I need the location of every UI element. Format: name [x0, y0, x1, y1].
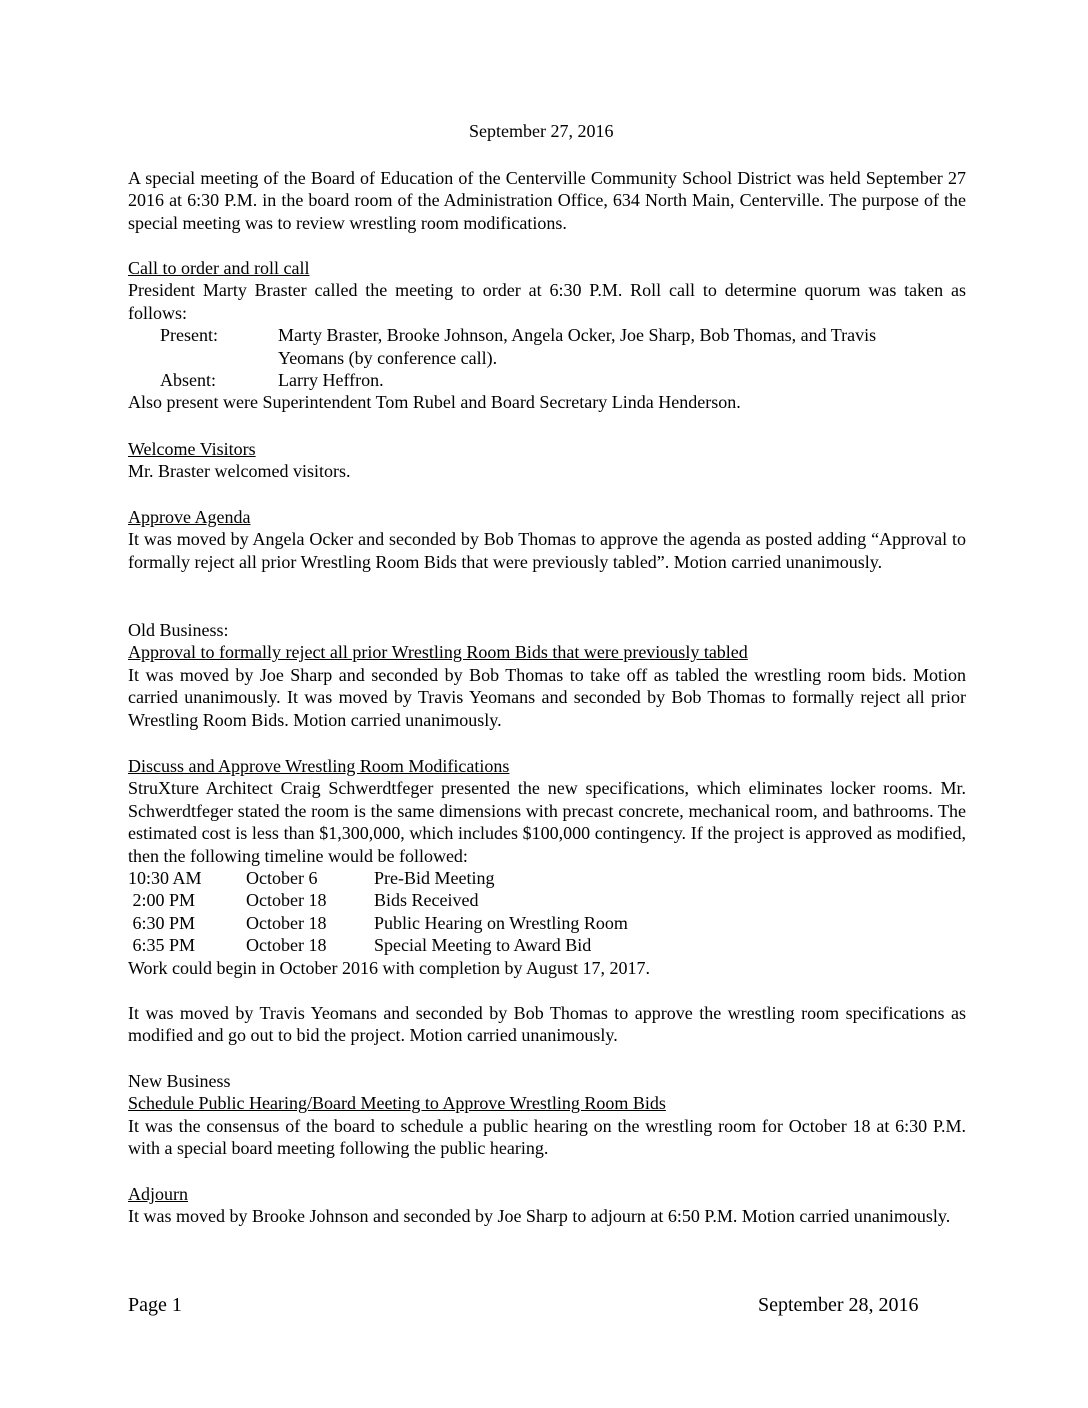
roll-call	[128, 324, 966, 391]
timeline-event: Pre-Bid Meeting	[374, 868, 495, 889]
old-business-section	[128, 619, 966, 731]
page-number: Page 1	[128, 1294, 182, 1316]
old-business-text: It was moved by Joe Sharp and seconded by Bob Thomas to take off as tabled the wrestling room bids. Motion carried unanimously. It was moved by Travis Yeomans and seconded by Bob Thomas to formally reject all prior Wrestling Room Bids. Motion carried unanimously.	[128, 664, 966, 730]
adjourn-section	[128, 1183, 966, 1228]
agenda-text: It was moved by Angela Ocker and seconded by Bob Thomas to approve the agenda as posted adding “Approval to formally reject all prior Wrestling Room Bids that were previously tabled”. Motion carried unanimously.	[128, 529, 966, 572]
timeline-time: 10:30 AM	[128, 868, 202, 889]
timeline-event: Bids Received	[374, 890, 479, 911]
modifications-motion-text: It was moved by Travis Yeomans and seconded by Bob Thomas to approve the wrestling room specifications as modified and go out to bid the project. Motion carried unanimously.	[128, 1003, 966, 1046]
present-label: Present:	[160, 325, 218, 346]
new-business-label: New Business	[128, 1071, 231, 1091]
timeline-date: October 6	[246, 868, 318, 889]
welcome-heading: Welcome Visitors	[128, 439, 256, 459]
old-business-heading: Approval to formally reject all prior Wrestling Room Bids that were previously tabled	[128, 642, 748, 663]
timeline-event: Public Hearing on Wrestling Room	[374, 912, 628, 933]
call-to-order-heading: Call to order and roll call	[128, 258, 310, 278]
modifications-motion	[128, 1002, 966, 1047]
present-names: Marty Braster, Brooke Johnson, Angela Ocker, Joe Sharp, Bob Thomas, and Travis Yeomans (by conference call).	[278, 325, 877, 368]
welcome-text: Mr. Braster welcomed visitors.	[128, 461, 351, 482]
old-business-label: Old Business:	[128, 620, 229, 640]
timeline-row	[128, 912, 966, 934]
agenda-section	[128, 506, 966, 573]
absent-names: Larry Heffron.	[278, 370, 384, 391]
adjourn-text: It was moved by Brooke Johnson and seconded by Joe Sharp to adjourn at 6:50 P.M. Motion carried unanimously.	[128, 1206, 951, 1227]
roll-present-row	[128, 324, 966, 369]
agenda-heading: Approve Agenda	[128, 507, 251, 527]
new-business-text: It was the consensus of the board to schedule a public hearing on the wrestling room for October 18 at 6:30 P.M. with a special board meeting following the public hearing.	[128, 1115, 966, 1159]
roll-absent-row	[128, 369, 966, 391]
timeline-row	[128, 867, 966, 889]
after-timeline-text: Work could begin in October 2016 with completion by August 17, 2017.	[128, 957, 650, 978]
timeline-time: 6:35 PM	[128, 935, 196, 956]
adjourn-heading: Adjourn	[128, 1184, 188, 1204]
absent-label: Absent:	[160, 370, 216, 391]
modifications-section	[128, 755, 966, 979]
timeline-date: October 18	[246, 935, 327, 956]
timeline-date: October 18	[246, 890, 327, 911]
timeline-time: 6:30 PM	[128, 912, 196, 933]
timeline-row	[128, 889, 966, 911]
call-to-order-text: President Marty Braster called the meeting to order at 6:30 P.M. Roll call to determine quorum was taken as follows:	[128, 280, 966, 323]
intro-paragraph	[128, 167, 966, 234]
footer-date: September 28, 2016	[758, 1294, 919, 1316]
modifications-text: StruXture Architect Craig Schwerdtfeger presented the new specifications, which eliminates locker rooms. Mr. Schwerdtfeger stated the room is the same dimensions with precast concrete, mechanical room, and bathrooms. The estimated cost is less than $1,300,000, which includes $100,000 contingency. If the project is approved as modified, then the following timeline would be followed:	[128, 778, 966, 866]
timeline-time: 2:00 PM	[128, 890, 196, 911]
modifications-heading: Discuss and Approve Wrestling Room Modifications	[128, 756, 510, 776]
welcome-section	[128, 438, 966, 483]
new-business-heading: Schedule Public Hearing/Board Meeting to Approve Wrestling Room Bids	[128, 1093, 666, 1114]
timeline-table	[128, 867, 966, 957]
meeting-date: September 27, 2016	[469, 121, 614, 141]
intro-text: A special meeting of the Board of Education of the Centerville Community School District was held September 27 2016 at 6:30 P.M. in the board room of the Administration Office, 634 North Main, Centerville. The purpose of the special meeting was to review wrestling room modifications.	[128, 168, 966, 233]
timeline-date: October 18	[246, 912, 327, 933]
new-business-section	[128, 1070, 966, 1160]
call-to-order-section	[128, 257, 966, 414]
also-present-text: Also present were Superintendent Tom Rubel and Board Secretary Linda Henderson.	[128, 392, 741, 413]
timeline-row	[128, 934, 966, 956]
timeline-event: Special Meeting to Award Bid	[374, 935, 592, 956]
